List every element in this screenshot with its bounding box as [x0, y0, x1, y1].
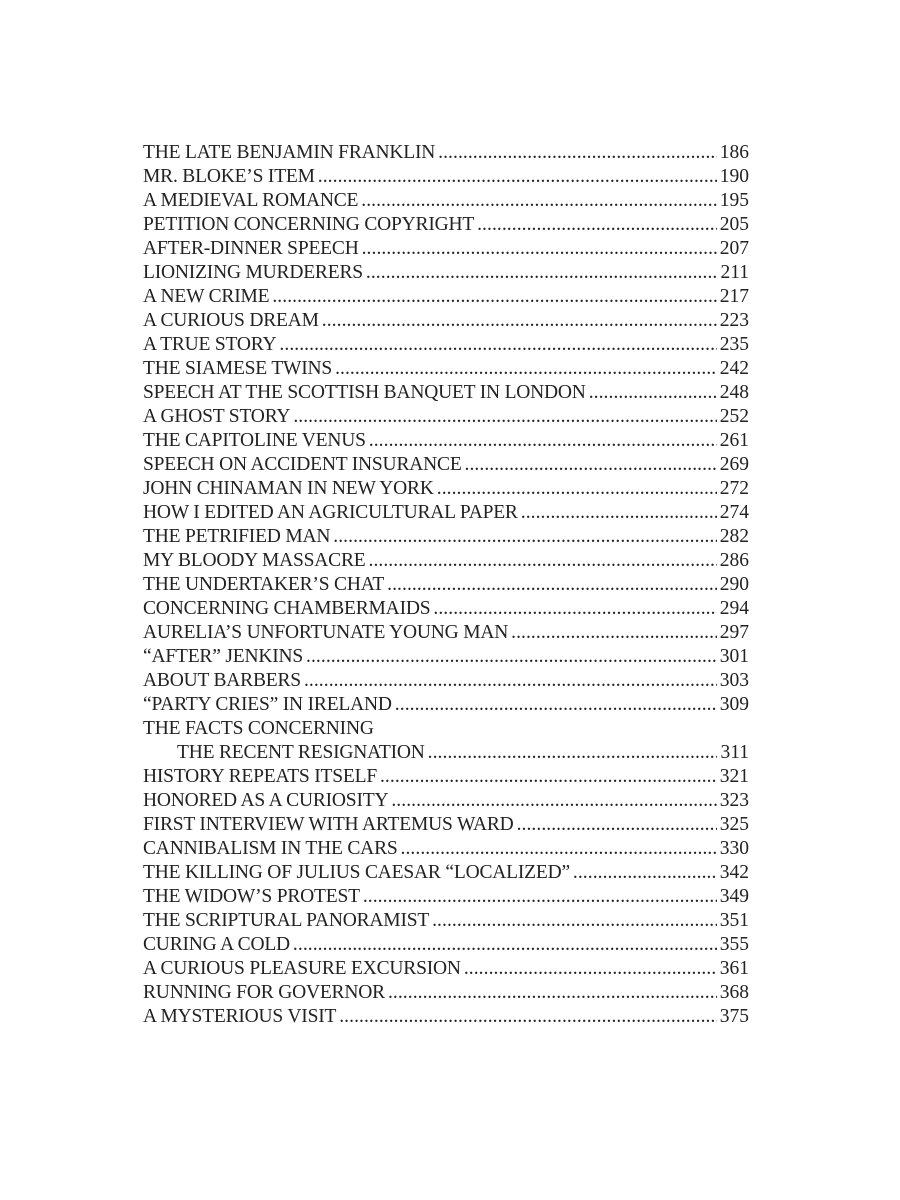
entry-page: 290: [719, 574, 749, 595]
entry-page: 272: [719, 478, 749, 499]
dot-leader: [521, 501, 717, 525]
toc-entry: [143, 693, 749, 717]
entry-title: THE FACTS CONCERNING: [143, 718, 374, 739]
entry-page: 330: [719, 838, 749, 859]
entry-title: SPEECH AT THE SCOTTISH BANQUET IN LONDON: [143, 382, 586, 403]
entry-page: 242: [719, 358, 749, 379]
dot-leader: [437, 477, 717, 501]
entry-title: THE SIAMESE TWINS: [143, 358, 333, 379]
entry-title: THE LATE BENJAMIN FRANKLIN: [143, 142, 436, 163]
entry-title: ABOUT BARBERS: [143, 670, 301, 691]
dot-leader: [339, 1005, 717, 1029]
toc-entry: [143, 237, 749, 261]
entry-title: AFTER-DINNER SPEECH: [143, 238, 359, 259]
entry-title: THE UNDERTAKER’S CHAT: [143, 574, 385, 595]
entry-page: 282: [719, 526, 749, 547]
toc-entry: [143, 525, 749, 549]
entry-title: MR. BLOKE’S ITEM: [143, 166, 315, 187]
toc-entry: [143, 165, 749, 189]
entry-page: 342: [719, 862, 749, 883]
entry-page: 301: [719, 646, 749, 667]
toc-entry: [143, 141, 749, 165]
dot-leader: [304, 669, 717, 693]
entry-title: RUNNING FOR GOVERNOR: [143, 982, 385, 1003]
entry-page: 349: [719, 886, 749, 907]
entry-title: THE RECENT RESIGNATION: [177, 742, 425, 763]
entry-title: THE WIDOW’S PROTEST: [143, 886, 360, 907]
entry-title: HISTORY REPEATS ITSELF: [143, 766, 377, 787]
entry-page: 195: [719, 190, 749, 211]
entry-page: 325: [719, 814, 749, 835]
toc-entry: [143, 261, 749, 285]
toc-entry: [143, 717, 749, 741]
dot-leader: [589, 381, 717, 405]
entry-page: 309: [719, 694, 749, 715]
toc-entry: [143, 429, 749, 453]
dot-leader: [395, 693, 717, 717]
entry-title: HONORED AS A CURIOSITY: [143, 790, 389, 811]
entry-page: 321: [719, 766, 749, 787]
toc-entry: [143, 861, 749, 885]
dot-leader: [366, 261, 718, 285]
dot-leader: [380, 765, 717, 789]
entry-page: 323: [719, 790, 749, 811]
entry-page: 286: [719, 550, 749, 571]
entry-page: 303: [719, 670, 749, 691]
entry-page: 186: [719, 142, 749, 163]
toc-entry: [143, 333, 749, 357]
toc-entry: [143, 357, 749, 381]
toc-entry: [143, 885, 749, 909]
dot-leader: [464, 957, 717, 981]
toc-entry: [143, 405, 749, 429]
entry-page: 217: [719, 286, 749, 307]
entry-title: AURELIA’S UNFORTUNATE YOUNG MAN: [143, 622, 509, 643]
dot-leader: [465, 453, 717, 477]
dot-leader: [391, 789, 716, 813]
entry-page: 294: [719, 598, 749, 619]
entry-title: A TRUE STORY: [143, 334, 277, 355]
entry-page: 207: [719, 238, 749, 259]
entry-title: “PARTY CRIES” IN IRELAND: [143, 694, 392, 715]
toc-entry: [143, 285, 749, 309]
dot-leader: [306, 645, 717, 669]
dot-leader: [362, 237, 717, 261]
toc-entry: [143, 573, 749, 597]
entry-title: A GHOST STORY: [143, 406, 291, 427]
entry-page: 248: [719, 382, 749, 403]
dot-leader: [335, 357, 717, 381]
entry-page: 235: [719, 334, 749, 355]
entry-page: 205: [719, 214, 749, 235]
toc-entry: [143, 501, 749, 525]
entry-page: 274: [719, 502, 749, 523]
dot-leader: [361, 189, 717, 213]
entry-page: 355: [719, 934, 749, 955]
toc-entry: [143, 309, 749, 333]
entry-title: HOW I EDITED AN AGRICULTURAL PAPER: [143, 502, 518, 523]
entry-title: A CURIOUS PLEASURE EXCURSION: [143, 958, 461, 979]
toc-entry: [143, 957, 749, 981]
toc-entry: [143, 981, 749, 1005]
toc-entry: [143, 621, 749, 645]
dot-leader: [428, 741, 718, 765]
entry-title: CONCERNING CHAMBERMAIDS: [143, 598, 431, 619]
dot-leader: [333, 525, 716, 549]
entry-page: 223: [719, 310, 749, 331]
dot-leader: [388, 981, 717, 1005]
toc-entry: [143, 213, 749, 237]
dot-leader: [363, 885, 717, 909]
dot-leader: [293, 933, 717, 957]
entry-page: 252: [719, 406, 749, 427]
entry-page: 351: [719, 910, 749, 931]
entry-title: THE PETRIFIED MAN: [143, 526, 331, 547]
entry-title: A CURIOUS DREAM: [143, 310, 319, 331]
toc-entry: [143, 837, 749, 861]
entry-page: 269: [719, 454, 749, 475]
entry-title: JOHN CHINAMAN IN NEW YORK: [143, 478, 434, 499]
toc-entry: [143, 741, 749, 765]
toc-entry: [143, 669, 749, 693]
dot-leader: [511, 621, 717, 645]
dot-leader: [573, 861, 717, 885]
entry-page: 368: [719, 982, 749, 1003]
entry-title: “AFTER” JENKINS: [143, 646, 304, 667]
entry-title: LIONIZING MURDERERS: [143, 262, 363, 283]
entry-page: 297: [719, 622, 749, 643]
dot-leader: [432, 909, 717, 933]
toc-entry: [143, 765, 749, 789]
entry-title: A MEDIEVAL ROMANCE: [143, 190, 359, 211]
toc-entry: [143, 1005, 749, 1029]
entry-title: THE KILLING OF JULIUS CAESAR “LOCALIZED”: [143, 862, 570, 883]
toc-entry: [143, 453, 749, 477]
toc-entry: [143, 189, 749, 213]
entry-title: A NEW CRIME: [143, 286, 270, 307]
dot-leader: [272, 285, 716, 309]
entry-title: CURING A COLD: [143, 934, 290, 955]
entry-page: 311: [720, 742, 749, 763]
dot-leader: [369, 549, 717, 573]
entry-title: A MYSTERIOUS VISIT: [143, 1006, 337, 1027]
entry-title: THE CAPITOLINE VENUS: [143, 430, 366, 451]
dot-leader: [279, 333, 716, 357]
dot-leader: [369, 429, 717, 453]
entry-title: CANNIBALISM IN THE CARS: [143, 838, 398, 859]
entry-title: MY BLOODY MASSACRE: [143, 550, 366, 571]
dot-leader: [477, 213, 717, 237]
dot-leader: [433, 597, 716, 621]
dot-leader: [387, 573, 717, 597]
toc-entry: [143, 909, 749, 933]
entry-title: THE SCRIPTURAL PANORAMIST: [143, 910, 430, 931]
entry-page: 211: [720, 262, 749, 283]
dot-leader: [318, 165, 717, 189]
entry-title: FIRST INTERVIEW WITH ARTEMUS WARD: [143, 814, 514, 835]
toc-entry: [143, 933, 749, 957]
table-of-contents: [143, 141, 749, 1029]
dot-leader: [517, 813, 717, 837]
toc-entry: [143, 477, 749, 501]
toc-entry: [143, 813, 749, 837]
dot-leader: [293, 405, 716, 429]
toc-entry: [143, 549, 749, 573]
entry-page: 190: [719, 166, 749, 187]
dot-leader: [401, 837, 717, 861]
entry-page: 361: [719, 958, 749, 979]
toc-entry: [143, 645, 749, 669]
dot-leader: [322, 309, 717, 333]
toc-entry: [143, 597, 749, 621]
entry-title: PETITION CONCERNING COPYRIGHT: [143, 214, 475, 235]
toc-entry: [143, 381, 749, 405]
toc-entry: [143, 789, 749, 813]
dot-leader: [438, 141, 717, 165]
entry-page: 375: [719, 1006, 749, 1027]
entry-page: 261: [719, 430, 749, 451]
entry-title: SPEECH ON ACCIDENT INSURANCE: [143, 454, 462, 475]
